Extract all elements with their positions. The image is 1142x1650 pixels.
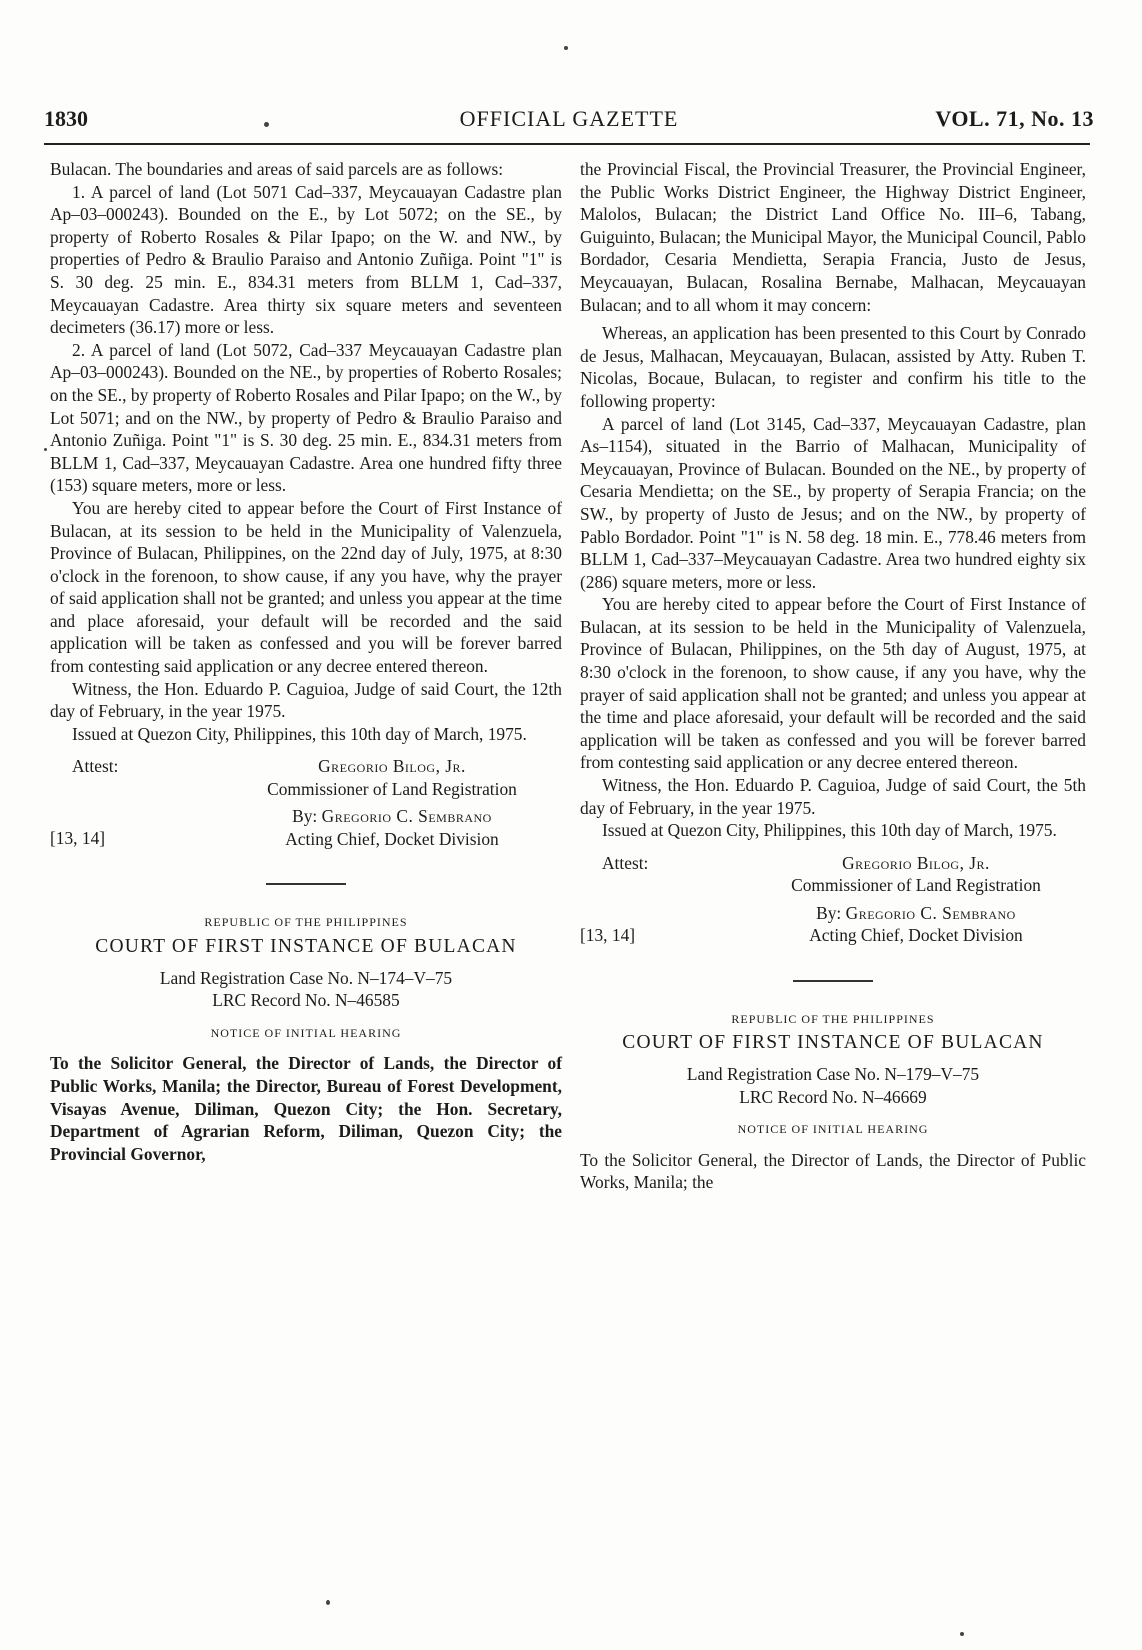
lrc-record-number: LRC Record No. N–46585 — [212, 990, 400, 1011]
paragraph: Bulacan. The boundaries and areas of said parcels are as follows: — [50, 159, 504, 179]
chief-name: Gregorio C. Sembrano — [845, 902, 1016, 923]
paragraph: Whereas, an application has been presented to this Court by Conrado de Jesus, Malhacan, Meycauayan, Bulacan, assisted by Atty. Ruben T. Nicolas, Bocaue, Bulacan, to register and confirm his title to the following property: — [580, 323, 1086, 411]
reference-number: [13, 14] — [580, 924, 636, 945]
commissioner-signature — [222, 755, 562, 800]
paragraph: You are hereby cited to appear before the Court of First Instance of Bulacan, at its session to be held in the Municipality of Valenzuela, Province of Bulacan, Philippines, on the 5th day of August, 1975, at 8:30 o'clock in the forenoon, to show cause, if any you have, why the prayer of said application shall not be granted; and unless you appear at the time and place aforesaid, your default will be recorded and the said application will be taken as confessed and you will be forever barred from contesting said application or any decree entered thereon. — [580, 594, 1086, 773]
attest-label: Attest: — [72, 756, 119, 777]
paragraph: Issued at Quezon City, Philippines, this 10th day of March, 1975. — [72, 723, 527, 744]
header-rule — [44, 143, 1090, 145]
paragraph: Witness, the Hon. Eduardo P. Caguioa, Judge of said Court, the 12th day of February, in the year 1975. — [50, 678, 562, 722]
commissioner-signature — [746, 852, 1086, 897]
section-divider — [793, 980, 873, 982]
paragraph: the Provincial Fiscal, the Provincial Treasurer, the Provincial Engineer, the Public Works District Engineer, the Highway District Engineer, Malolos, Bulacan; the District Land Office No. III–6, Tabang, Guiguinto, Bulacan; the Municipal Mayor, the Municipal Council, Pablo Bordador, Cesaria Mendietta, Serapia Francia, Justo de Jesus, Meycauayan, Bulacan, Rosalina Bernabe, Malhacan, Meycauayan Bulacan; and to all whom it may concern: — [580, 159, 1086, 315]
scan-speck — [564, 46, 568, 50]
paragraph: 1. A parcel of land (Lot 5071 Cad–337, Meycauayan Cadastre plan Ap–03–000243). Bounded on the E., by Lot 5072; on the SE., by property of Roberto Rosales & Pilar Ipapo; on the W. and NW., by properties of Pedro & Braulio Paraiso and Antonio Zuñiga. Point "1" is S. 30 deg. 25 min. E., 834.31 meters from BLLM 1, Cad–337, Meycauayan Cadastre. Area thirty six square meters and seventeen decimeters (36.17) more or less. — [50, 181, 562, 338]
case-number: Land Registration Case No. N–179–V–75 — [686, 1064, 980, 1084]
notice-heading: NOTICE OF INITIAL HEARING — [210, 1025, 402, 1040]
by-label: By: — [816, 902, 842, 923]
republic-heading: REPUBLIC OF THE PHILIPPINES — [731, 1011, 935, 1026]
paragraph: Witness, the Hon. Eduardo P. Caguioa, Judge of said Court, the 5th day of February, in the year 1975. — [580, 775, 1086, 818]
chief-name: Gregorio C. Sembrano — [321, 806, 492, 827]
commissioner-name: Gregorio Bilog, Jr. — [842, 852, 990, 873]
lrc-record-number: LRC Record No. N–46669 — [739, 1086, 927, 1107]
commissioner-name: Gregorio Bilog, Jr. — [318, 756, 466, 777]
page-header — [44, 96, 1094, 140]
publication-title: OFFICIAL GAZETTE — [459, 106, 679, 131]
case-number: Land Registration Case No. N–174–V–75 — [159, 967, 453, 988]
addressee-paragraph: To the Solicitor General, the Director of Lands, the Director of Public Works, Manila; the — [580, 1149, 1086, 1193]
attest-block — [50, 755, 562, 803]
commissioner-title: Commissioner of Land Registration — [267, 779, 517, 800]
right-column — [580, 158, 1086, 1194]
page-number: 1830 — [44, 106, 88, 131]
addressee-paragraph: To the Solicitor General, the Director of Lands, the Director of Public Works, Manila; the Director, Bureau of Forest Development, Visayas Avenue, Diliman, Quezon City; the Hon. Secretary, Department of Agrarian Reform, Diliman, Quezon City; the Provincial Governor, — [50, 1053, 562, 1164]
paragraph: Issued at Quezon City, Philippines, this 10th day of March, 1975. — [602, 820, 1057, 841]
reference-number: [13, 14] — [50, 828, 106, 849]
chief-signature — [746, 902, 1086, 947]
paragraph: 2. A parcel of land (Lot 5072, Cad–337 Meycauayan Cadastre plan Ap–03–000243). Bounded on the NE., by properties of Roberto Rosales; on the SE., by property of Roberto Rosales and Pilar Ipapo; on the W., by Lot 5071; and on the NW., by property of Pedro & Braulio Paraiso and Antonio Zuñiga. Point "1" is S. 30 deg. 25 min. E., 834.31 meters from BLLM 1, Cad–337, Meycauayan Cadastre. Area one hundred fifty three (153) square meters, more or less. — [50, 339, 562, 496]
scan-speck — [960, 1632, 964, 1636]
scan-speck — [326, 1600, 330, 1605]
by-label: By: — [292, 806, 318, 827]
section-divider — [266, 883, 346, 885]
court-heading: COURT OF FIRST INSTANCE OF BULACAN — [622, 1032, 1044, 1054]
notice-heading: NOTICE OF INITIAL HEARING — [737, 1122, 929, 1137]
scan-speck — [264, 122, 269, 127]
chief-signature — [222, 805, 562, 850]
chief-title: Acting Chief, Docket Division — [285, 829, 499, 850]
commissioner-title: Commissioner of Land Registration — [791, 875, 1041, 896]
left-column — [50, 158, 562, 1165]
republic-heading: REPUBLIC OF THE PHILIPPINES — [204, 915, 408, 930]
court-heading: COURT OF FIRST INSTANCE OF BULACAN — [95, 936, 517, 958]
volume-number: VOL. 71, No. 13 — [935, 106, 1094, 131]
chief-title: Acting Chief, Docket Division — [809, 925, 1023, 946]
paragraph: You are hereby cited to appear before the Court of First Instance of Bulacan, at its session to be held in the Municipality of Valenzuela, Province of Bulacan, Philippines, on the 22nd day of July, 1975, at 8:30 o'clock in the forenoon, to show cause, if any you have, why the prayer of said application shall not be granted; and unless you appear at the time and place aforesaid, your default will be recorded and the said application will be taken as confessed and you will be forever barred from contesting said application or any decree entered thereon. — [50, 497, 562, 677]
attest-block — [580, 852, 1086, 900]
paragraph: A parcel of land (Lot 3145, Cad–337, Meycauayan Cadastre, plan As–1154), situated in the Barrio of Malhacan, Municipality of Meycauayan, Province of Bulacan. Bounded on the NE., by property of Cesaria Mendietta; on the SE., by property of Serapia Francia; on the SW., by property of Justo de Jesus; and on the NW., by property of Pablo Bordador. Point "1" is N. 58 deg. 18 min. E., 778.46 meters from BLLM 1, Cad–337–Meycauayan Cadastre. Area two hundred eighty six (286) square meters, more or less. — [580, 413, 1086, 592]
by-block — [50, 805, 562, 861]
by-block — [580, 902, 1086, 958]
scan-speck — [44, 448, 47, 451]
attest-label: Attest: — [602, 852, 649, 873]
